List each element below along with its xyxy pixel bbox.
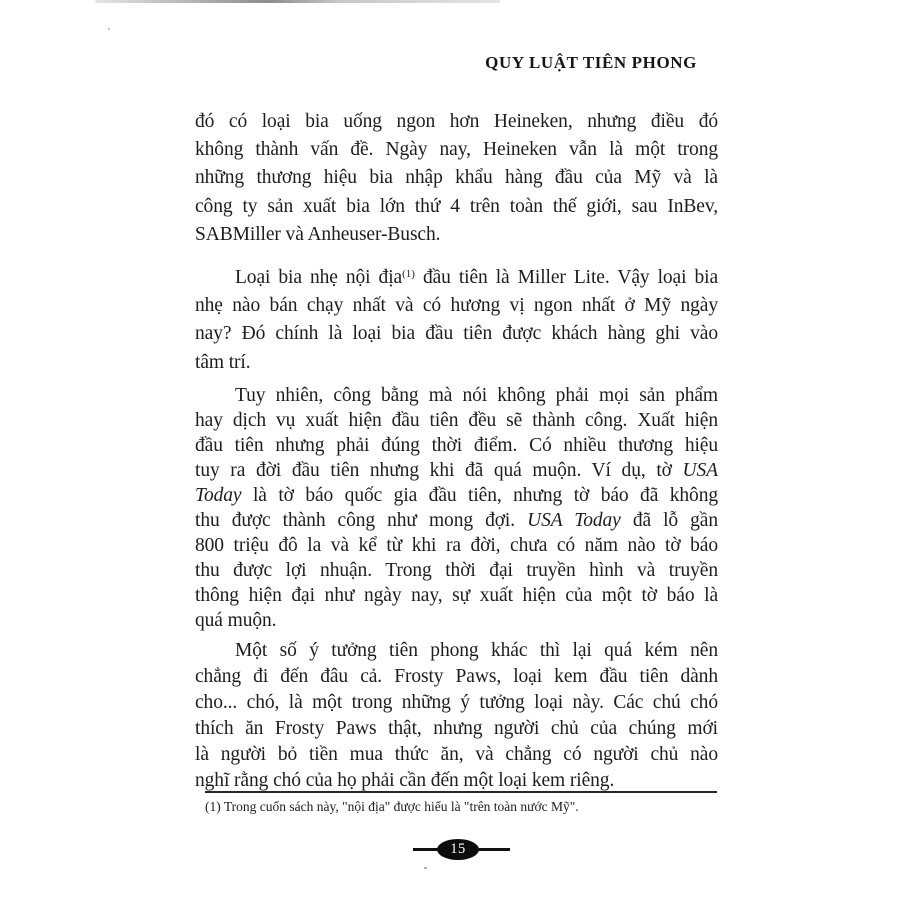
text-segment: 800 triệu đô la và kể từ khi ra đời, chưa có năm nào tờ báo bbox=[195, 534, 718, 556]
text-line bbox=[195, 260, 718, 292]
paragraph bbox=[195, 383, 718, 633]
text-line bbox=[195, 458, 718, 483]
text-line bbox=[195, 768, 718, 794]
text-line bbox=[195, 349, 718, 377]
text-line bbox=[195, 558, 718, 583]
text-segment: Today bbox=[195, 484, 242, 506]
scan-artifact bbox=[424, 867, 427, 869]
text-line bbox=[195, 292, 718, 320]
scan-artifact bbox=[95, 0, 500, 3]
paragraph bbox=[195, 108, 718, 249]
text-segment: hay dịch vụ xuất hiện đầu tiên đều sẽ thành công. Xuất hiện bbox=[195, 409, 718, 431]
scan-artifact bbox=[108, 28, 110, 30]
text-segment: Tuy nhiên, công bằng mà nói không phải mọi sản phẩm bbox=[235, 384, 718, 406]
text-segment: tuy ra đời đầu tiên nhưng khi đã quá muộn. Ví dụ, tờ bbox=[195, 459, 683, 481]
paragraph bbox=[195, 260, 718, 377]
text-segment: những thương hiệu bia nhập khẩu hàng đầu của Mỹ và là bbox=[195, 167, 718, 189]
paragraph bbox=[195, 638, 718, 794]
text-line bbox=[195, 664, 718, 690]
text-segment: Một số ý tưởng tiên phong khác thì lại quá kém nên bbox=[235, 639, 718, 661]
text-segment: thích ăn Frosty Paws thật, nhưng người chủ của chúng mới bbox=[195, 717, 718, 739]
text-line bbox=[195, 638, 718, 664]
text-segment: thu được lợi nhuận. Trong thời đại truyền hình và truyền bbox=[195, 559, 718, 581]
text-line bbox=[195, 136, 718, 164]
page-number-ellipse bbox=[437, 839, 479, 860]
text-segment: SABMiller và Anheuser-Busch. bbox=[195, 223, 441, 245]
body-text bbox=[195, 108, 718, 794]
text-line bbox=[195, 193, 718, 221]
footnote-rule bbox=[205, 791, 717, 793]
text-segment: nhẹ nào bán chạy nhất và có hương vị ngon nhất ở Mỹ ngày bbox=[195, 295, 718, 317]
text-segment: quá muộn. bbox=[195, 609, 277, 631]
text-segment: USA bbox=[682, 459, 718, 481]
text-line bbox=[195, 508, 718, 533]
page-number: 15 bbox=[450, 841, 466, 857]
text-line bbox=[195, 533, 718, 558]
text-segment: đầu tiên nhưng phải đúng thời điểm. Có nhiều thương hiệu bbox=[195, 434, 718, 456]
text-line bbox=[195, 483, 718, 508]
footer-rule-left bbox=[413, 848, 438, 851]
text-line bbox=[195, 383, 718, 408]
text-segment: nay? Đó chính là loại bia đầu tiên được khách hàng ghi vào bbox=[195, 323, 718, 345]
text-segment: là người bỏ tiền mua thức ăn, và chẳng có người chủ nào bbox=[195, 743, 718, 765]
footnote: (1) Trong cuốn sách này, "nội địa" được hiểu là "trên toàn nước Mỹ". bbox=[205, 799, 579, 814]
text-line bbox=[195, 408, 718, 433]
footnote-marker: (1) bbox=[402, 268, 415, 281]
text-segment: đầu tiên là Miller Lite. Vậy loại bia bbox=[414, 267, 718, 289]
text-line bbox=[195, 320, 718, 348]
text-line bbox=[195, 690, 718, 716]
text-line bbox=[195, 164, 718, 192]
text-segment: công ty sản xuất bia lớn thứ 4 trên toàn thế giới, sau InBev, bbox=[195, 195, 718, 217]
text-segment: thu được thành công như mong đợi. bbox=[195, 509, 528, 531]
text-line bbox=[195, 742, 718, 768]
text-segment: thông hiện đại như ngày nay, sự xuất hiện của một tờ báo là bbox=[195, 584, 718, 606]
text-segment: nghĩ rằng chó của họ phải cần đến một loại kem riêng. bbox=[195, 769, 615, 791]
text-segment: là tờ báo quốc gia đầu tiên, nhưng tờ báo đã không bbox=[241, 484, 718, 506]
text-line bbox=[195, 108, 718, 136]
text-segment: không thành vấn đề. Ngày nay, Heineken vẫn là một trong bbox=[195, 139, 718, 161]
text-segment: cho... chó, là một trong những ý tưởng loại này. Các chú chó bbox=[195, 691, 718, 713]
text-line bbox=[195, 221, 718, 249]
text-segment: USA Today bbox=[527, 509, 621, 531]
text-segment: đó có loại bia uống ngon hơn Heineken, nhưng điều đó bbox=[195, 111, 718, 132]
text-line bbox=[195, 608, 718, 633]
footer-rule-right bbox=[478, 848, 510, 851]
running-head: QUY LUẬT TIÊN PHONG bbox=[485, 53, 697, 72]
text-segment: đã lỗ gần bbox=[620, 509, 719, 531]
text-segment: tâm trí. bbox=[195, 351, 251, 373]
text-segment: chẳng đi đến đâu cả. Frosty Paws, loại kem đầu tiên dành bbox=[195, 665, 718, 687]
text-segment: Loại bia nhẹ nội địa bbox=[235, 267, 403, 289]
text-line bbox=[195, 583, 718, 608]
text-line bbox=[195, 433, 718, 458]
text-line bbox=[195, 716, 718, 742]
